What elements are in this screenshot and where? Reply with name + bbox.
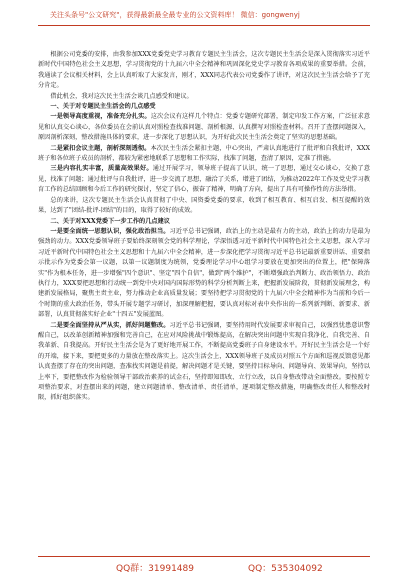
- body-paragraph: [38, 164, 370, 195]
- section-heading: 二、关于对XXX党委下一步工作的几点建议: [50, 217, 170, 225]
- body-paragraph: 总的来讲，这次专题民主生活会认真贯彻了中央、国资委党委的要求，收到了相互教育、相互启发、相互提醒的效果，达到了"团结-批评-团结"的目的，取得了较好的成效。: [38, 196, 370, 215]
- paragraph-text: 本次民主生活会紧扣主题，中心突出，严肃认真地进行了批评和自我批评，XXX班子和各位班子成员的剖析，都较为紧密地联系了思想和工作实际，找准了问题，查清了原因，定准了措施。: [38, 144, 370, 163]
- body-paragraph: [38, 144, 370, 165]
- qq-group-number: QQ群：31991489: [116, 564, 194, 574]
- body-paragraph: [38, 321, 370, 404]
- header-notice: 关注头条号"公文研究"，获得最新最全最专业的公文资料库！ 微信：gongwenyj: [50, 11, 300, 19]
- section-heading: 一、关于对专题民主生活会的几点感受: [50, 103, 156, 111]
- body-paragraph: [38, 227, 370, 321]
- page-header: [38, 2, 370, 28]
- page-footer: [38, 556, 370, 574]
- paragraph-text: 这次会议有这样几个特点：党委专题研究部署，制定印发工作方案，广泛征求意见和认真交心谈心，各位委员在会前认真对照检查找准问题、剖析根源、认真撰写对照检查材料。召开了查摆问题深入，原因剖析深刻，整改措施具体的要求，进一步深化了思想认识，为开好此次民主生活会奠定了坚实的思想基础。: [38, 113, 370, 142]
- paragraph-lead: 三是内容扎实丰富，质量高效果好。: [50, 165, 153, 173]
- qq-contact-number: QQ：535304092: [248, 564, 323, 574]
- body-paragraph: 根据公司党委的安排，由我参加XXX党委党史学习教育专题民主生活会，这次专题民主生活会是深入贯彻落实习近平新时代中国特色社会主义思想，学习贯彻党的十九届六中全会精神和巩固深化党史学习教育各项成果的重要举措。会前，我通读了会议相关材料，会上认真听取了大家发言，刚才，XXX同志代表公司党委作了讲评，对这次民主生活会给予了充分肯定。: [38, 51, 370, 90]
- paragraph-lead: 二是要全面坚持从严从实，抓好问题整改。: [50, 321, 170, 329]
- paragraph-lead: 一是领导高度重视，准备充分扎实。: [50, 113, 151, 121]
- paragraph-text: 习近平总书记强调，政治上的主动是最有力的主动，政治上的动力是最为强劲的动力。XXX党委领导班子要始终深刻领会党的科学理论，学深悟透习近平新时代中国特色社会主义思想，深入学习习近平新时代中国特色社会主义思想和十九届六中全会精神，进一步深化把学习贯彻习近平总书记最新重要讲话、重要指示批示作为党委会第一议题，以第一议题制度为统领，党委理论学习中心组学习要放在更加突出的位置上，把"保障落实"作为根本任务，进一步增强"四个意识"、坚定"四个自信"，做到"两个维护"，不断增强政治判断力、政治领悟力、政治执行力，XXX要把思想和行动统一到党中央对国内国际形势的科学分析判断上来，把握新发展阶段，贯彻新发展理念，构建新发展格局，聚焦主责主业，努力推动企业高质量发展；要坚持把学习贯彻党的十九届六中全会精神作为当前和今后一个时期的重大政治任务，带头开展专题学习研讨，加深理解把握，要认真对标对表中央作出的一系列新判断、新要求、新部署，认真贯彻落实好企业"十四五"发展蓝图。: [38, 227, 371, 319]
- header-divider: [38, 25, 370, 26]
- paragraph-lead: 一是要全面统一思想认识，强化政治担当。: [50, 227, 170, 235]
- document-body: [38, 50, 370, 404]
- body-paragraph: [38, 112, 370, 143]
- paragraph-lead: 二是紧扣会议主题，剖析深刻透彻。: [50, 144, 151, 152]
- footer-divider: [38, 556, 370, 557]
- paragraph-text: 习近平总书记强调，要坚持用时代发展要求审视自己，以强烈忧患意识警醒自己，以改革创新精神加强和完善自己，在应对风险挑战中锻炼提高，在解决突出问题中实现自我净化、自我完善、自我革新、自我提高。开好民主生活会是为了更好地开展工作，不断提高党委班子自身建设水平。开好民主生活会是一个好的开端，接下来，要把更多的力量放在整改落实上。这次生活会上，XXX领导班子及成员对照五个方面和巡视反馈意见都认真查摆了存在的突出问题，查准找实问题是前提，解决问题才是关键，要坚持目标导向、问题导向、效果导向，坚持以上率下，要把整改作为检验领导干部政治素养的试金石，坚持即知即改、立行立改，以自身整改带动全面整改。要按照专项整治要求，对查摆出来的问题，建立问题清单、整改清单、责任清单，逐项制定整改措施，明确整改责任人和整改时限，抓好组织落实。: [38, 321, 371, 402]
- paragraph-text: 通过开展学习，领导班子提高了认识，统一了思想，通过交心谈心，交换了意见，找准了问题；通过批评与自我批评，进一步交流了思想，融洽了关系，增进了团结，为推动2022年工作及党史学习教育工作的总结回顾和今后工作的研究探讨，坚定了信心，振奋了精神，明确了方向，提出了具有可操作性的方法举措。: [38, 165, 370, 194]
- body-paragraph: 借此机会，我对这次民主生活会谈几点感受和建议。: [50, 92, 193, 100]
